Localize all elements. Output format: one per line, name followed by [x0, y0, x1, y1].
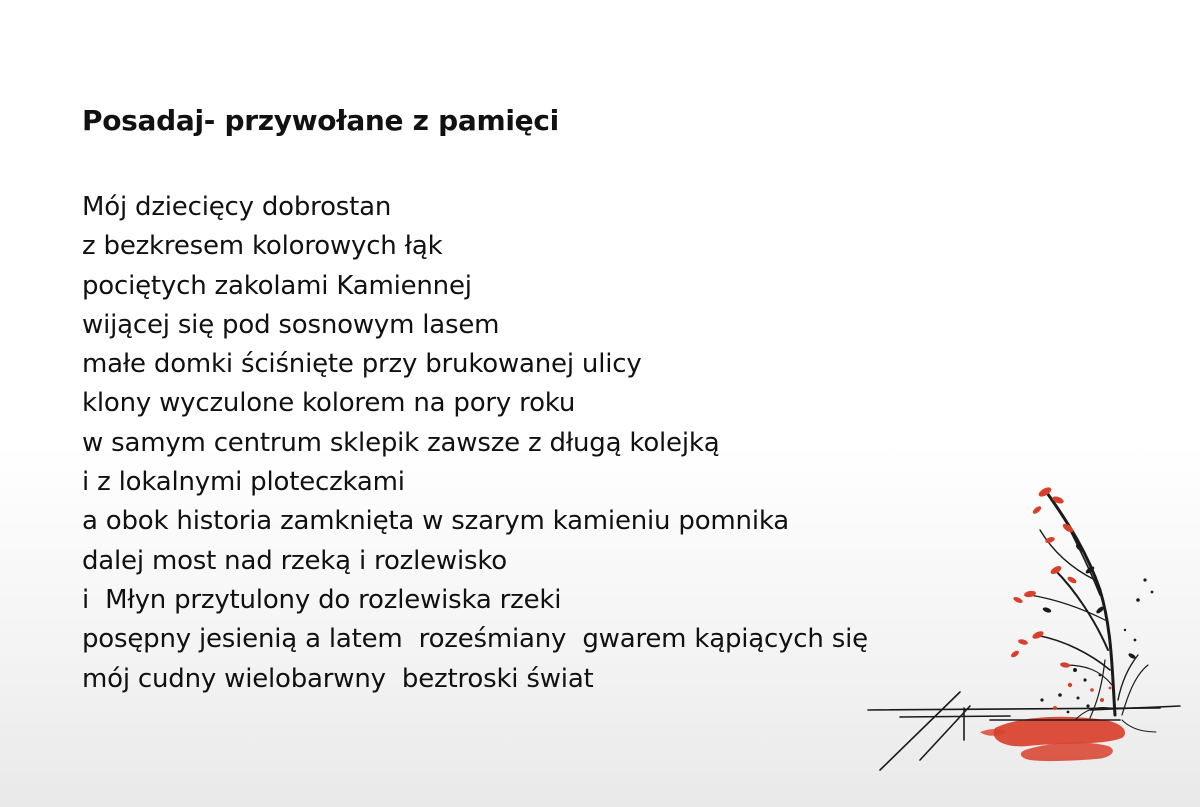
- poem-line: w samym centrum sklepik zawsze z długą kolejką: [82, 427, 720, 458]
- red-leaves: [1010, 485, 1078, 668]
- poem-line: klony wyczulone kolorem na pory roku: [82, 388, 576, 419]
- poem-line: wijącej się pod sosnowym lasem: [82, 309, 500, 340]
- poem-line: a obok historia zamknięta w szarym kamieniu pomnika: [82, 506, 789, 537]
- scattered-dots: [1040, 578, 1153, 713]
- poem-line: i Młyn przytulony do rozlewiska rzeki: [82, 584, 562, 615]
- poem-body: [82, 188, 868, 699]
- poem-line: i z lokalnymi ploteczkami: [82, 467, 405, 498]
- poem-title: Posadaj- przywołane z pamięci: [82, 104, 559, 137]
- poem-line: z bezkresem kolorowych łąk: [82, 231, 443, 262]
- poem-line: dalej most nad rzeką i rozlewisko: [82, 545, 508, 576]
- ink-tree-with-red-leaves-icon: [860, 470, 1190, 790]
- poem-line: małe domki ściśnięte przy brukowanej ulicy: [82, 349, 642, 380]
- poem-line: pociętych zakolami Kamiennej: [82, 270, 472, 301]
- poem-line: posępny jesienią a latem roześmiany gwarem kąpiących się: [82, 624, 868, 655]
- red-brush-stroke: [980, 717, 1125, 761]
- poem-line: Mój dziecięcy dobrostan: [82, 192, 392, 222]
- poem-line: mój cudny wielobarwny beztroski świat: [82, 663, 594, 694]
